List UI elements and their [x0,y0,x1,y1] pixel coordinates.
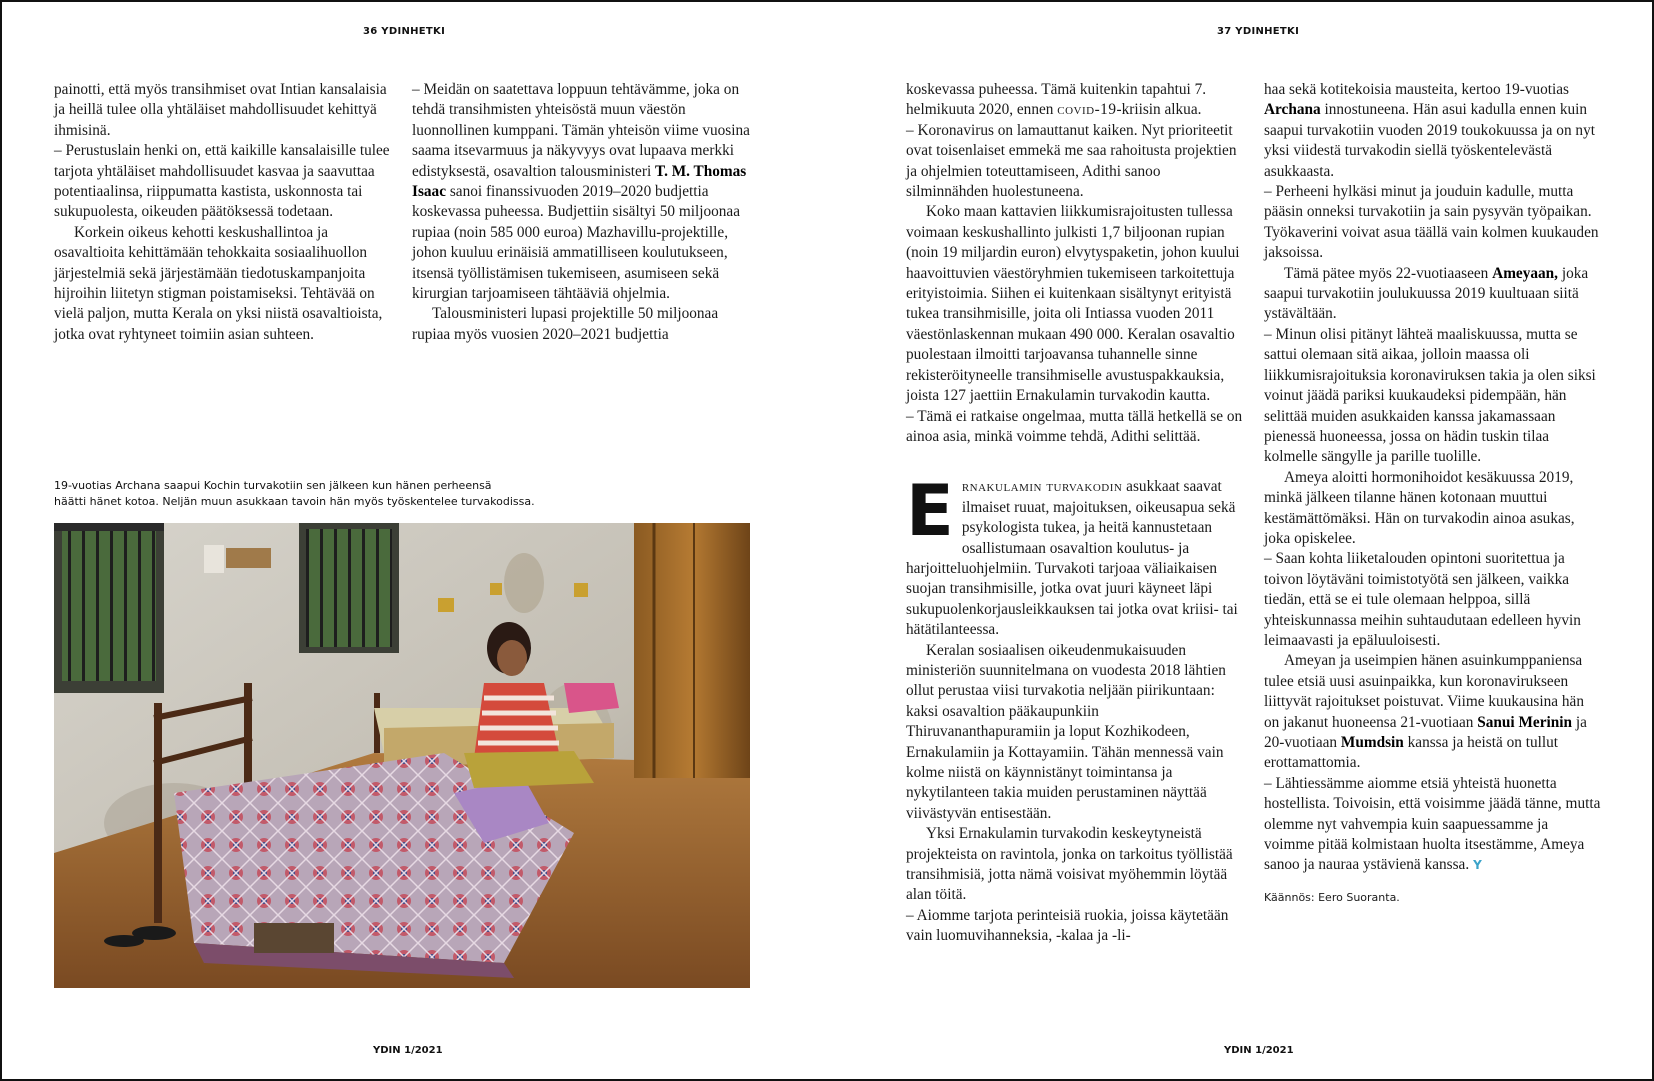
text-span: ja 20-vuotiaan [1264,713,1587,751]
text-span: kanssa ja heistä on tullut erottamattomia. [1264,734,1559,772]
text-span: koskevassa puheessa. Tämä kuitenkin tapahtui 7. helmikuuta 2020, ennen [906,81,1207,119]
right-column-2 [1264,80,1602,908]
paragraph: painotti, että myös transihmiset ovat Intian kansalaisia ja heillä tulee olla yhtäläiset mahdollisuudet kehittyä ihmisinä. [54,81,387,139]
paragraph: Koko maan kattavien liikkumisrajoitusten tullessa voimaan keskushallinto julkisti 1,7 biljoonan rupian (noin 19 miljardin euron) elvytyspaketin, johon kuului haavoittuvien väestöryhmien tukemiseen tarkoitettuja erityistoimia. Siihen ei kuitenkaan sisältynyt erityistä tukea transihmisille, joita oli Intiassa vuoden 2011 väestönlaskennan mukaan 490 000. Keralan osavaltio puolestaan ilmoitti tarjoavansa tuhannelle sinne rekisteröityneelle transihmiselle avustuspakkauksia, joista 127 jaettiin Ernakulamin turvakodin kautta. [906,203,1240,405]
paragraph: – Perustuslain henki on, että kaikille kansalaisille tulee tarjota yhtäläiset mahdollisuudet kasvaa ja saavuttaa potentiaalinsa, riippumatta kastista, uskonnosta tai sukupuolesta, oikeuden päätöksessä todetaan. [54,142,390,221]
text-span: innostuneena. Hän asui kadulla ennen kuin saapui turvakotiin vuoden 2019 toukokuussa ja on nyt yksi viidestä turvakodin siellä työskentelevästä asukkaasta. [1264,101,1595,180]
text-span: asukkaat saavat ilmaiset ruuat, majoituksen, oikeusapua sekä psykologista tukea, ja heitä kannustetaan osallistumaan osavaltion koulutus- ja harjoitteluohjelmiin. Turvakoti tarjoaa väliaikaisen suojan transihmisille, jotka ovat juuri käyneet läpi sukupuolenkorjausleikkauksen tai jotka ovat kriisi- tai hätätilanteessa. [906,478,1238,639]
paragraph: Talousministeri lupasi projektille 50 miljoonaa rupiaa myös vuosien 2020–2021 budjettia [412,305,719,343]
lead-in: rnakulamin turvakodin [961,478,1123,496]
right-folio: YDIN 1/2021 [1224,1045,1294,1056]
left-column-1 [54,80,392,345]
person-name: Mumdsin [1340,734,1404,751]
paragraph: Ameya aloitti hormonihoidot kesäkuussa 2019, minkä jälkeen tilanne hänen kotonaan muuttui kestämättömäksi. Hän on turvakodin ainoa asukas, joka opiskelee. [1264,468,1575,547]
drop-cap: E [906,470,954,553]
text-span: haa sekä kotitekoisia mausteita, kertoo 19-vuotias [1264,81,1570,98]
paragraph: – Tämä ei ratkaise ongelmaa, mutta tällä hetkellä se on ainoa asia, minkä voimme tehdä, Adithi selittää. [906,407,1243,445]
photo-bedroom [54,523,750,988]
text-span: Tämä pätee myös 22-vuotiaaseen [1284,264,1489,282]
paragraph: – Koronavirus on lamauttanut kaiken. Nyt prioriteetit ovat toisenlaiset emmekä me saa rahoitusta projektien ja ohjelmien toteuttamiseen, Adithi sanoo silminnähden huolestuneena. [906,121,1237,201]
text-span: joka saapui turvakotiin joulukuussa 2019 kuultuaan siitä ystävältään. [1264,264,1589,323]
right-page [827,0,1654,1081]
text-span: – Meidän on saatettava loppuun tehtävämme, joka on tehdä transihmisten yhteisöstä muun väestön luonnollinen kumppani. Tämän yhteisön viime vuosina saama itsevarmuus ja näkyvyys ovat lupaava merkki edistyksestä, osavaltion talousministeri [412,81,750,180]
end-mark-icon: Y [1473,858,1482,873]
text-span: sanoi finanssivuoden 2019–2020 budjettia koskevassa puheessa. Budjettiin sisältyi 50 miljoonaa rupiaa (noin 585 000 euroa) Mazhavillu-projektille, johon kuuluu erinäisiä ammatilliseen koulutukseen, itsensä työllistämisen tukemiseen, asumiseen sekä kirurgian tarjoamiseen tähtääviä ohjelmia. [412,183,740,303]
paragraph: – Perheeni hylkäsi minut ja jouduin kadulle, mutta pääsin onneksi turvakotiin ja sain pysyvän työpaikan. Työkaverini voivat asua täällä vain kolmen kuukauden jaksoissa. [1264,183,1599,262]
left-folio: YDIN 1/2021 [373,1045,443,1056]
text-span: – Lähtiessämme aiomme etsiä yhteistä huonetta hostellista. Toivoisin, että voisimme jäädä tänne, mutta olemme nyt vahvempia kuin saapuessamme ja voimme pitää kolmistaan huolta itsestämme, Ameya sanoo ja nauraa ystävienä kanssa. [1264,774,1601,874]
paragraph [1264,264,1602,325]
text-span: Ameyan ja useimpien hänen asuinkumppaniensa tulee etsiä uusi asuinpaikka, kun koronavirukseen liittyvät rajoitukset poistuvat. Viime kuukausina hän on jakanut huoneensa 21-vuotiaan [1264,652,1584,731]
paragraph [1264,651,1602,773]
paragraph: – Minun olisi pitänyt lähteä maaliskuussa, mutta se sattui olemaan sitä aikaa, jolloin maassa oli liikkumisrajoituksia koronaviruksen takia ja olen siksi voinut jäädä pariksi kuukaudeksi pidempään, hän selittää muiden asukkaiden kanssa jakamassaan pienessä huoneessa, jossa on hädin tuskin tilaa kolmelle sängylle ja parille tuolille. [1264,325,1596,466]
person-name: Ameyaan, [1492,264,1558,282]
paragraph: Keralan sosiaalisen oikeudenmukaisuuden ministeriön suunnitelmana on vuodesta 2018 lähtien ollut perustaa viisi turvakotia neljään piirikuntaan: kaksi osavaltion pääkaupunkiin Thiruvananthapuramiin ja loput Kozhikodeen, Ernakulamiin ja Kottayamiin. Tähän mennessä vain kolme niistä on käynnistänyt toimintansa ja nykytilanteen takia muiden perustaminen näyttää viivästyvän entisestään. [906,641,1226,822]
person-name: Archana [1264,101,1321,119]
covid-term: covid-19 [1057,101,1117,119]
paragraph [1264,80,1602,182]
right-running-head: 37 YDINHETKI [1217,26,1300,37]
right-column-1 [906,80,1244,947]
paragraph: – Aiomme tarjota perinteisiä ruokia, joissa käytetään vain luomuvihanneksia, -kalaa ja -li- [906,906,1229,945]
paragraph: Yksi Ernakulamin turvakodin keskeytyneistä projekteista on ravintola, jonka on tarkoitus työllistää transihmisiä, jotta nämä voisivat myöhemmin löytää alan töitä. [906,825,1233,904]
person-name: Sanui Merinin [1477,713,1573,731]
left-running-head: 36 YDINHETKI [363,26,446,37]
paragraph [906,80,1244,121]
caption-line: 19-vuotias Archana saapui Kochin turvakotiin sen jälkeen kun hänen perheensä [54,479,492,492]
section-opening-paragraph [906,470,1244,640]
text-span: -kriisin alkua. [1116,101,1202,119]
paragraph [1264,774,1602,876]
translator-credit: Käännös: Eero Suoranta. [1264,890,1400,904]
paragraph [412,80,750,304]
paragraph: – Saan kohta liiketalouden opintoni suoritettua ja toivon löytäväni toimistotyötä sen jälkeen, vaikka tiedän, että se ei tule olemaan helppoa, sillä yhteiskunnassa meihin suhtaudutaan edelleen hyvin leimaavasti ja epäluuloisesti. [1264,550,1581,649]
photo-illustration [54,523,750,988]
caption-line: häätti hänet kotoa. Neljän muun asukkaan tavoin hän myös työskentelee turvakodissa. [54,495,535,508]
left-column-2 [412,80,750,345]
photo-caption [54,478,714,510]
person-name: T. M. Thomas Isaac [412,162,747,201]
paragraph: Korkein oikeus kehotti keskushallintoa ja osavaltioita kehittämään tehokkaita sosiaalihuollon järjestelmiä sekä järjestämään tiedotuskampanjoita hijroihin liitetyn stigman poistamiseksi. Tehtävää on vielä paljon, mutta Kerala on yksi niistä osavaltioista, jotka ovat ryhtyneet toimiin asian suhteen. [54,223,383,343]
